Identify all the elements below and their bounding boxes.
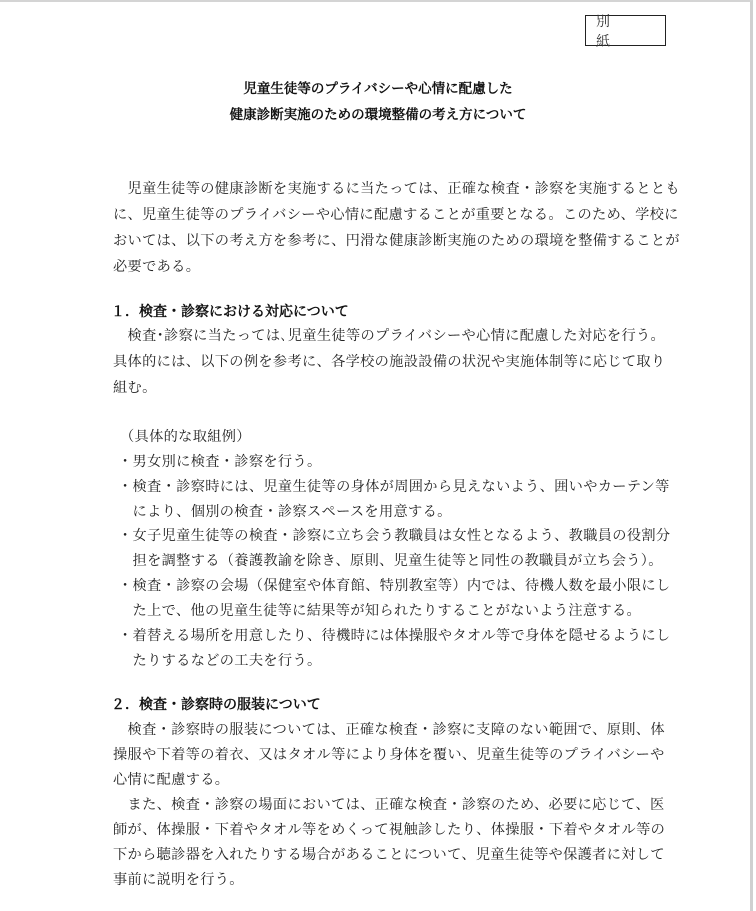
example-item: ・着替える場所を用意したり、待機時には体操服やタオル等で身体を隠せるようにし xyxy=(118,628,671,644)
intro-line: に、児童生徒等のプライバシーや心情に配慮することが重要となる。このため、学校に xyxy=(113,207,679,223)
example-item: 担を調整する（養護教諭を除き、原則、児童生徒等と同性の教職員が立ち会う）。 xyxy=(118,553,663,569)
example-item: ・女子児童生徒等の検査・診察に立ち会う教職員は女性となるよう、教職員の役割分 xyxy=(118,528,671,544)
document-title-line-2: 健康診断実施のための環境整備の考え方について xyxy=(229,107,527,123)
section-2-heading: ２．検査・診察時の服装について xyxy=(111,697,321,713)
section-1-heading: １．検査・診察における対応について xyxy=(111,304,349,320)
section-2-body-line: 検査・診察時の服装については、正確な検査・診察に支障のない範囲で、原則、体 xyxy=(113,722,665,738)
document-title-line-1: 児童生徒等のプライバシーや心情に配慮した xyxy=(243,81,513,97)
section-1-body-line: 具体的には、以下の例を参考に、各学校の施設設備の状況や実施体制等に応じて取り xyxy=(113,354,666,370)
section-2-body-line: また、検査・診察の場面においては、正確な検査・診察のため、必要に応じて、医 xyxy=(113,797,665,813)
example-item: ・男女別に検査・診察を行う。 xyxy=(118,454,322,470)
section-1-body-line: 組む。 xyxy=(113,380,157,396)
example-item: ・検査・診察時には、児童生徒等の身体が周囲から見えないよう、囲いやカーテン等 xyxy=(118,479,670,495)
example-item: た上で、他の児童生徒等に結果等が知られたりすることがないよう注意する。 xyxy=(118,603,642,619)
section-2-body-line: 操服や下着等の着衣、又はタオル等により身体を覆い、児童生徒等のプライバシーや xyxy=(113,747,665,763)
section-2-body-line: 事前に説明を行う。 xyxy=(113,872,244,888)
example-item: たりするなどの工夫を行う。 xyxy=(118,653,322,669)
section-2-body-line: 師が、体操服・下着やタオル等をめくって視触診したり、体操服・下着やタオル等の xyxy=(113,822,666,838)
example-item: により、個別の検査・診察スペースを用意する。 xyxy=(118,504,452,520)
intro-line: 児童生徒等の健康診断を実施するに当たっては、正確な検査・診察を実施するととも xyxy=(113,181,680,197)
example-item: ・検査・診察の会場（保健室や体育館、特別教室等）内では、待機人数を最小限にし xyxy=(118,578,671,594)
attachment-label: 別 紙 xyxy=(596,13,644,50)
attachment-label-box xyxy=(585,13,666,50)
examples-label: （具体的な取組例） xyxy=(120,429,251,445)
section-2-body-line: 心情に配慮する。 xyxy=(113,772,230,788)
intro-line: おいては、以下の考え方を参考に、円滑な健康診断実施のための環境を整備することが xyxy=(113,233,680,249)
intro-line: 必要である。 xyxy=(113,259,201,275)
section-2-body-line: 下から聴診器を入れたりする場合があることについて、児童生徒等や保護者に対して xyxy=(113,847,665,863)
section-1-body-line: 検査･診察に当たっては､児童生徒等のプライバシーや心情に配慮した対応を行う。 xyxy=(113,328,666,344)
